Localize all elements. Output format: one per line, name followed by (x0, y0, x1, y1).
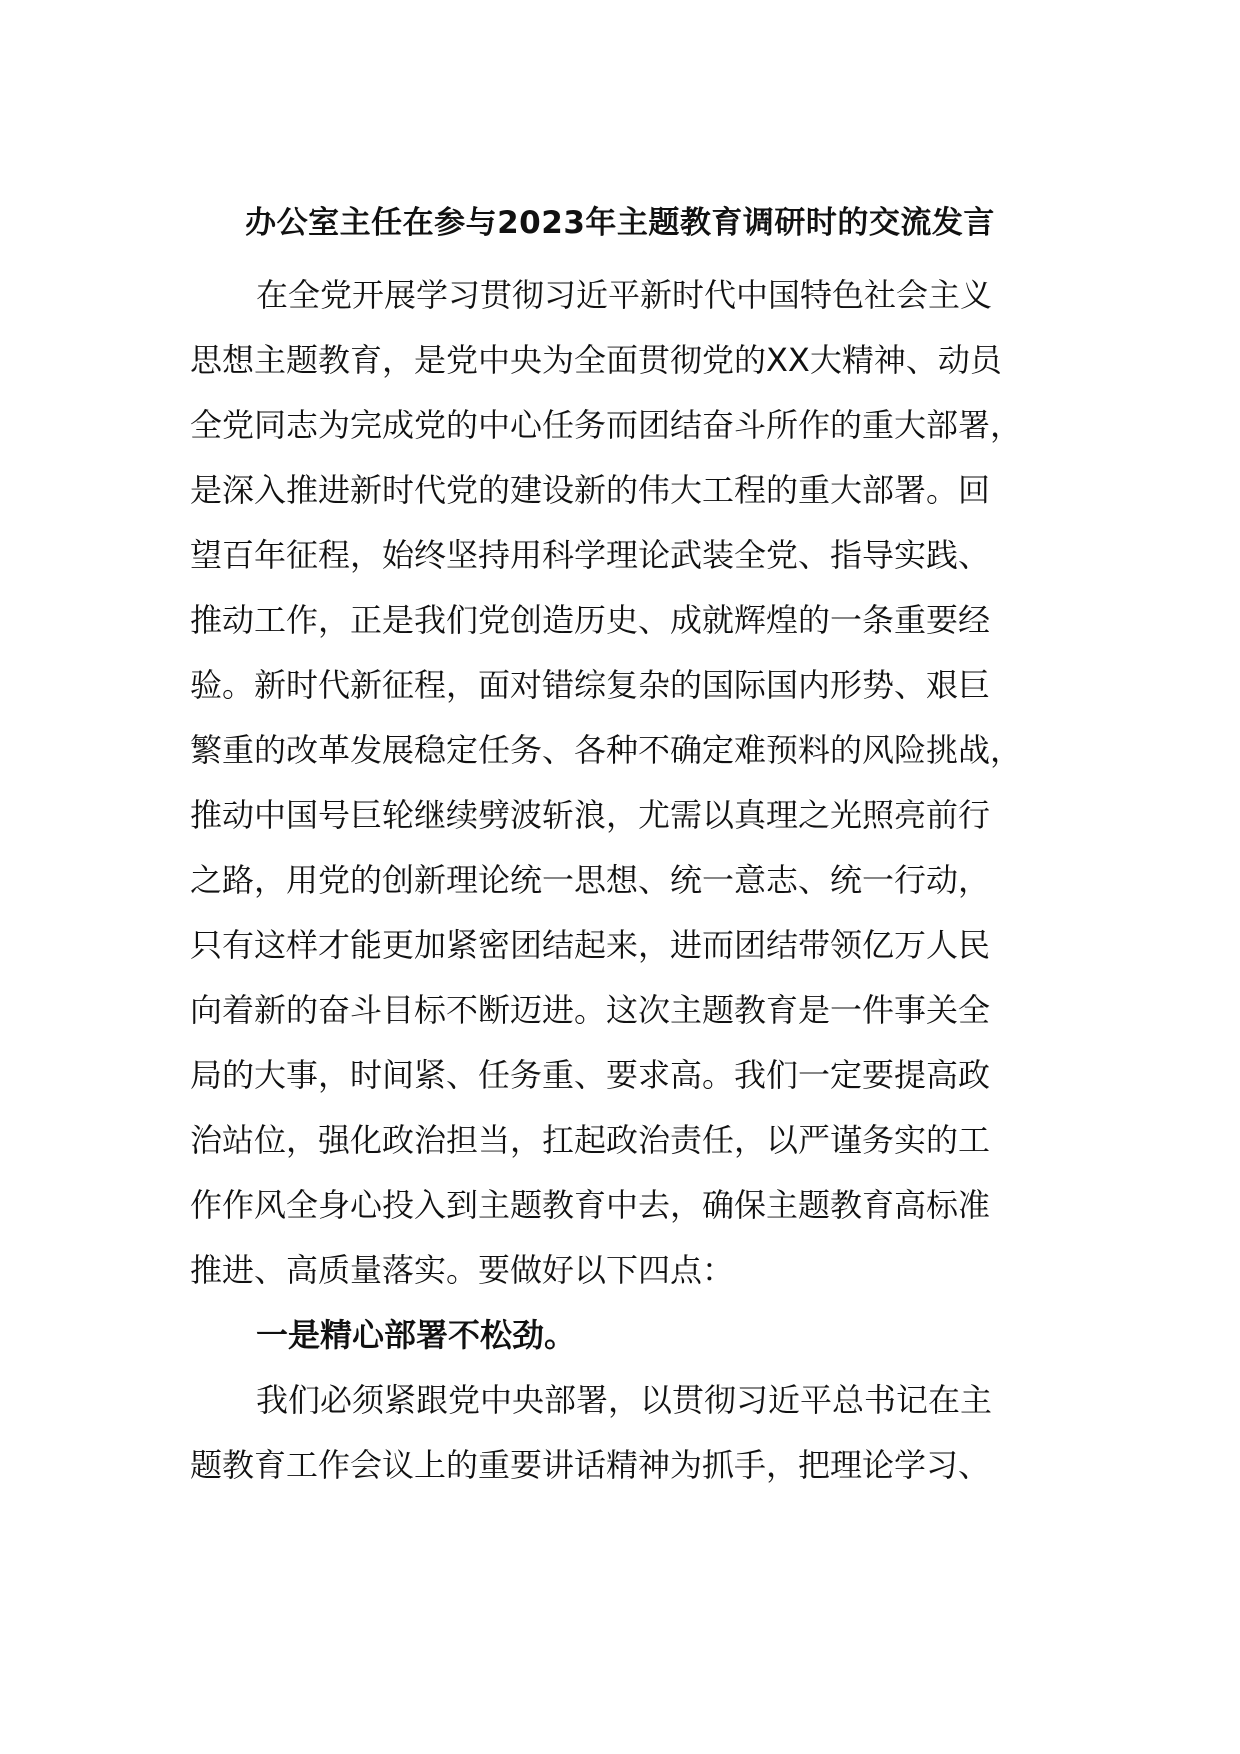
paragraph-line: 推动工作，正是我们党创造历史、成就辉煌的一条重要经 (190, 601, 991, 639)
paragraph-line: 是深入推进新时代党的建设新的伟大工程的重大部署。回 (190, 471, 991, 509)
paragraph-line: 验。新时代新征程，面对错综复杂的国际国内形势、艰巨 (190, 666, 991, 704)
paragraph-line: 推进、高质量落实。要做好以下四点： (190, 1251, 735, 1289)
paragraph-line: 推动中国号巨轮继续劈波斩浪，尤需以真理之光照亮前行 (190, 796, 991, 834)
paragraph-line: 思想主题教育，是党中央为全面贯彻党的XX大精神、动员 (190, 341, 1002, 379)
paragraph-line: 望百年征程，始终坚持用科学理论武装全党、指导实践、 (190, 536, 991, 574)
paragraph-line: 治站位，强化政治担当，扛起政治责任，以严谨务实的工 (190, 1121, 991, 1159)
paragraph-line: 向着新的奋斗目标不断迈进。这次主题教育是一件事关全 (190, 991, 991, 1029)
section-heading: 一是精心部署不松劲。 (256, 1316, 577, 1354)
paragraph-line: 我们必须紧跟党中央部署，以贯彻习近平总书记在主 (256, 1381, 993, 1419)
paragraph-line: 作作风全身心投入到主题教育中去，确保主题教育高标准 (190, 1186, 991, 1224)
paragraph-line: 只有这样才能更加紧密团结起来，进而团结带领亿万人民 (190, 926, 991, 964)
paragraph-line: 题教育工作会议上的重要讲话精神为抓手，把理论学习、 (190, 1446, 991, 1484)
paragraph-line: 在全党开展学习贯彻习近平新时代中国特色社会主义 (256, 276, 993, 314)
paragraph-line: 全党同志为完成党的中心任务而团结奋斗所作的重大部署， (190, 406, 1023, 444)
paragraph-line: 局的大事，时间紧、任务重、要求高。我们一定要提高政 (190, 1056, 991, 1094)
paragraph-line: 繁重的改革发展稳定任务、各种不确定难预料的风险挑战， (190, 731, 1023, 769)
body-paragraph-1 (190, 263, 1066, 1498)
document-title: 办公室主任在参与2023年主题教育调研时的交流发言 (245, 205, 995, 241)
paragraph-line: 之路，用党的创新理论统一思想、统一意志、统一行动， (190, 861, 991, 899)
